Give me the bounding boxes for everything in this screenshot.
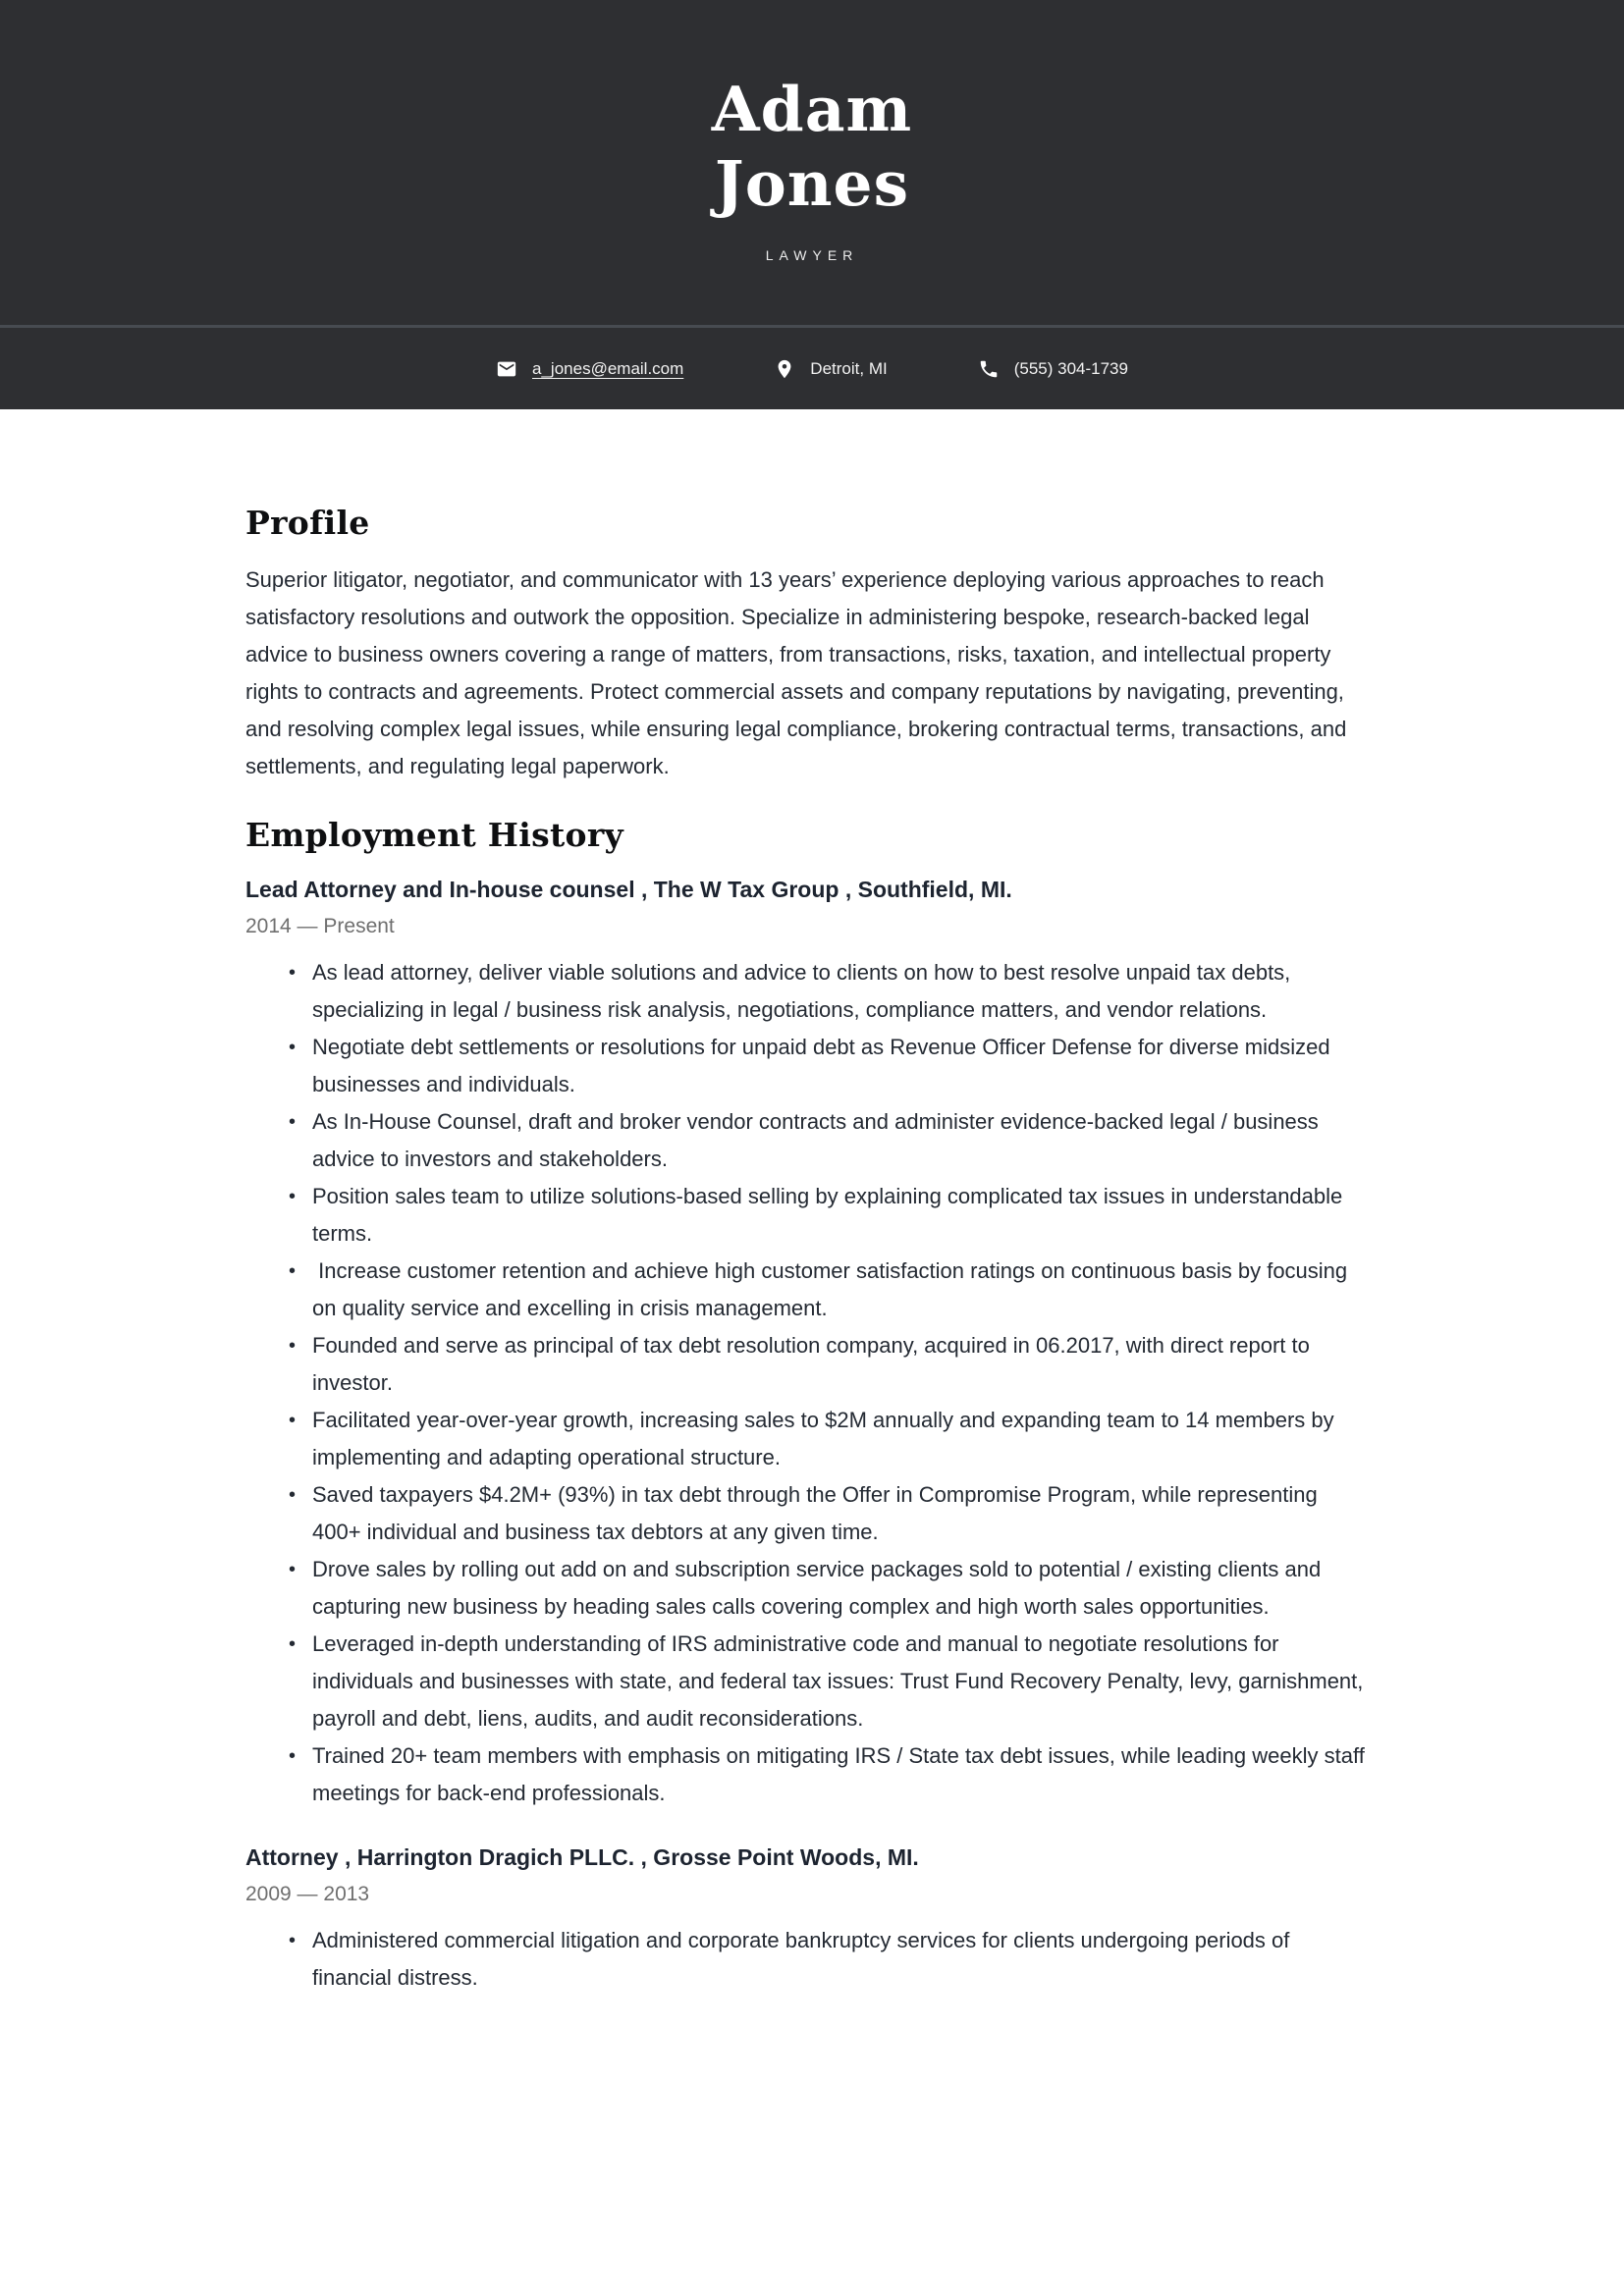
job-dates: 2014 — Present	[245, 915, 395, 937]
job-dates: 2009 — 2013	[245, 1883, 370, 1905]
job-bullet: • Increase customer retention and achieve high customer satisfaction ratings on continuous basis by focusing on quality service and excelling in crisis management.	[245, 1253, 1365, 1327]
role-title: LAWYER	[765, 247, 859, 263]
employment-heading: Employment History	[245, 816, 624, 854]
job-bullet: • Saved taxpayers $4.2M+ (93%) in tax debt through the Offer in Compromise Program, while representing 400+ individual and business tax debtors at any given time.	[245, 1476, 1365, 1551]
job-title: Lead Attorney and In-house counsel , The W Tax Group , Southfield, MI.	[245, 877, 1012, 902]
job-bullet: • Trained 20+ team members with emphasis on mitigating IRS / State tax debt issues, while leading weekly staff meetings for back-end professionals.	[245, 1737, 1365, 1812]
phone-icon	[978, 358, 1000, 380]
name-line-2: Jones	[714, 147, 910, 220]
job-bullet: • Leveraged in-depth understanding of IRS administrative code and manual to negotiate resolutions for individuals and businesses with state, and federal tax issues: Trust Fund Recovery Penalty, levy, garnishment, payroll and debt, liens, audits, and audit reconsiderations.	[245, 1626, 1365, 1737]
job-bullets	[245, 954, 1371, 1812]
job-bullet: • Negotiate debt settlements or resolutions for unpaid debt as Revenue Officer Defense for diverse midsized businesses and individuals.	[245, 1029, 1365, 1103]
contact-bar	[0, 328, 1624, 409]
jobs	[245, 874, 1371, 1997]
job-bullet: • Position sales team to utilize solutions-based selling by explaining complicated tax issues in understandable terms.	[245, 1178, 1365, 1253]
job-title: Attorney , Harrington Dragich PLLC. , Grosse Point Woods, MI.	[245, 1844, 919, 1870]
profile-text: Superior litigator, negotiator, and communicator with 13 years’ experience deploying various approaches to reach satisfactory resolutions and outwork the opposition. Specialize in administering bespoke, research-backed legal advice to business owners covering a range of matters, from transactions, risks, taxation, and intellectual property rights to contracts and agreements. Protect commercial assets and company reputations by navigating, preventing, and resolving complex legal issues, while ensuring legal compliance, brokering contractual terms, transactions, and settlements, and regulating legal paperwork.	[245, 567, 1347, 778]
email-link[interactable]	[496, 358, 683, 380]
phone-item	[978, 358, 1128, 380]
job-bullet: • Drove sales by rolling out add on and subscription service packages sold to potential / existing clients and capturing new business by heading sales calls covering complex and high worth sales opportunities.	[245, 1551, 1365, 1626]
job-bullets	[245, 1922, 1365, 1997]
job	[245, 874, 1371, 1812]
name	[712, 72, 912, 221]
location-pin-icon	[774, 358, 795, 380]
header	[0, 0, 1624, 325]
job	[245, 1842, 1365, 1997]
location-text: Detroit, MI	[810, 358, 888, 378]
name-line-1: Adam	[711, 73, 913, 145]
job-bullet: • Administered commercial litigation and corporate bankruptcy services for clients undergoing periods of financial distress.	[245, 1922, 1365, 1997]
profile-heading: Profile	[245, 504, 370, 542]
job-bullet: • Facilitated year-over-year growth, increasing sales to $2M annually and expanding team to 14 members by implementing and adapting operational structure.	[245, 1402, 1365, 1476]
resume-body	[245, 409, 1371, 1997]
job-bullet: • As lead attorney, deliver viable solutions and advice to clients on how to best resolve unpaid tax debts, specializing in legal / business risk analysis, negotiations, compliance matters, and vendor relations.	[245, 954, 1365, 1029]
email-icon	[496, 358, 517, 380]
email-text: a_jones@email.com	[532, 358, 684, 378]
location-item	[774, 358, 887, 380]
job-bullet: • As In-House Counsel, draft and broker vendor contracts and administer evidence-backed legal / business advice to investors and stakeholders.	[245, 1103, 1365, 1178]
phone-text: (555) 304-1739	[1013, 358, 1128, 378]
job-bullet: • Founded and serve as principal of tax debt resolution company, acquired in 06.2017, with direct report to investor.	[245, 1327, 1365, 1402]
